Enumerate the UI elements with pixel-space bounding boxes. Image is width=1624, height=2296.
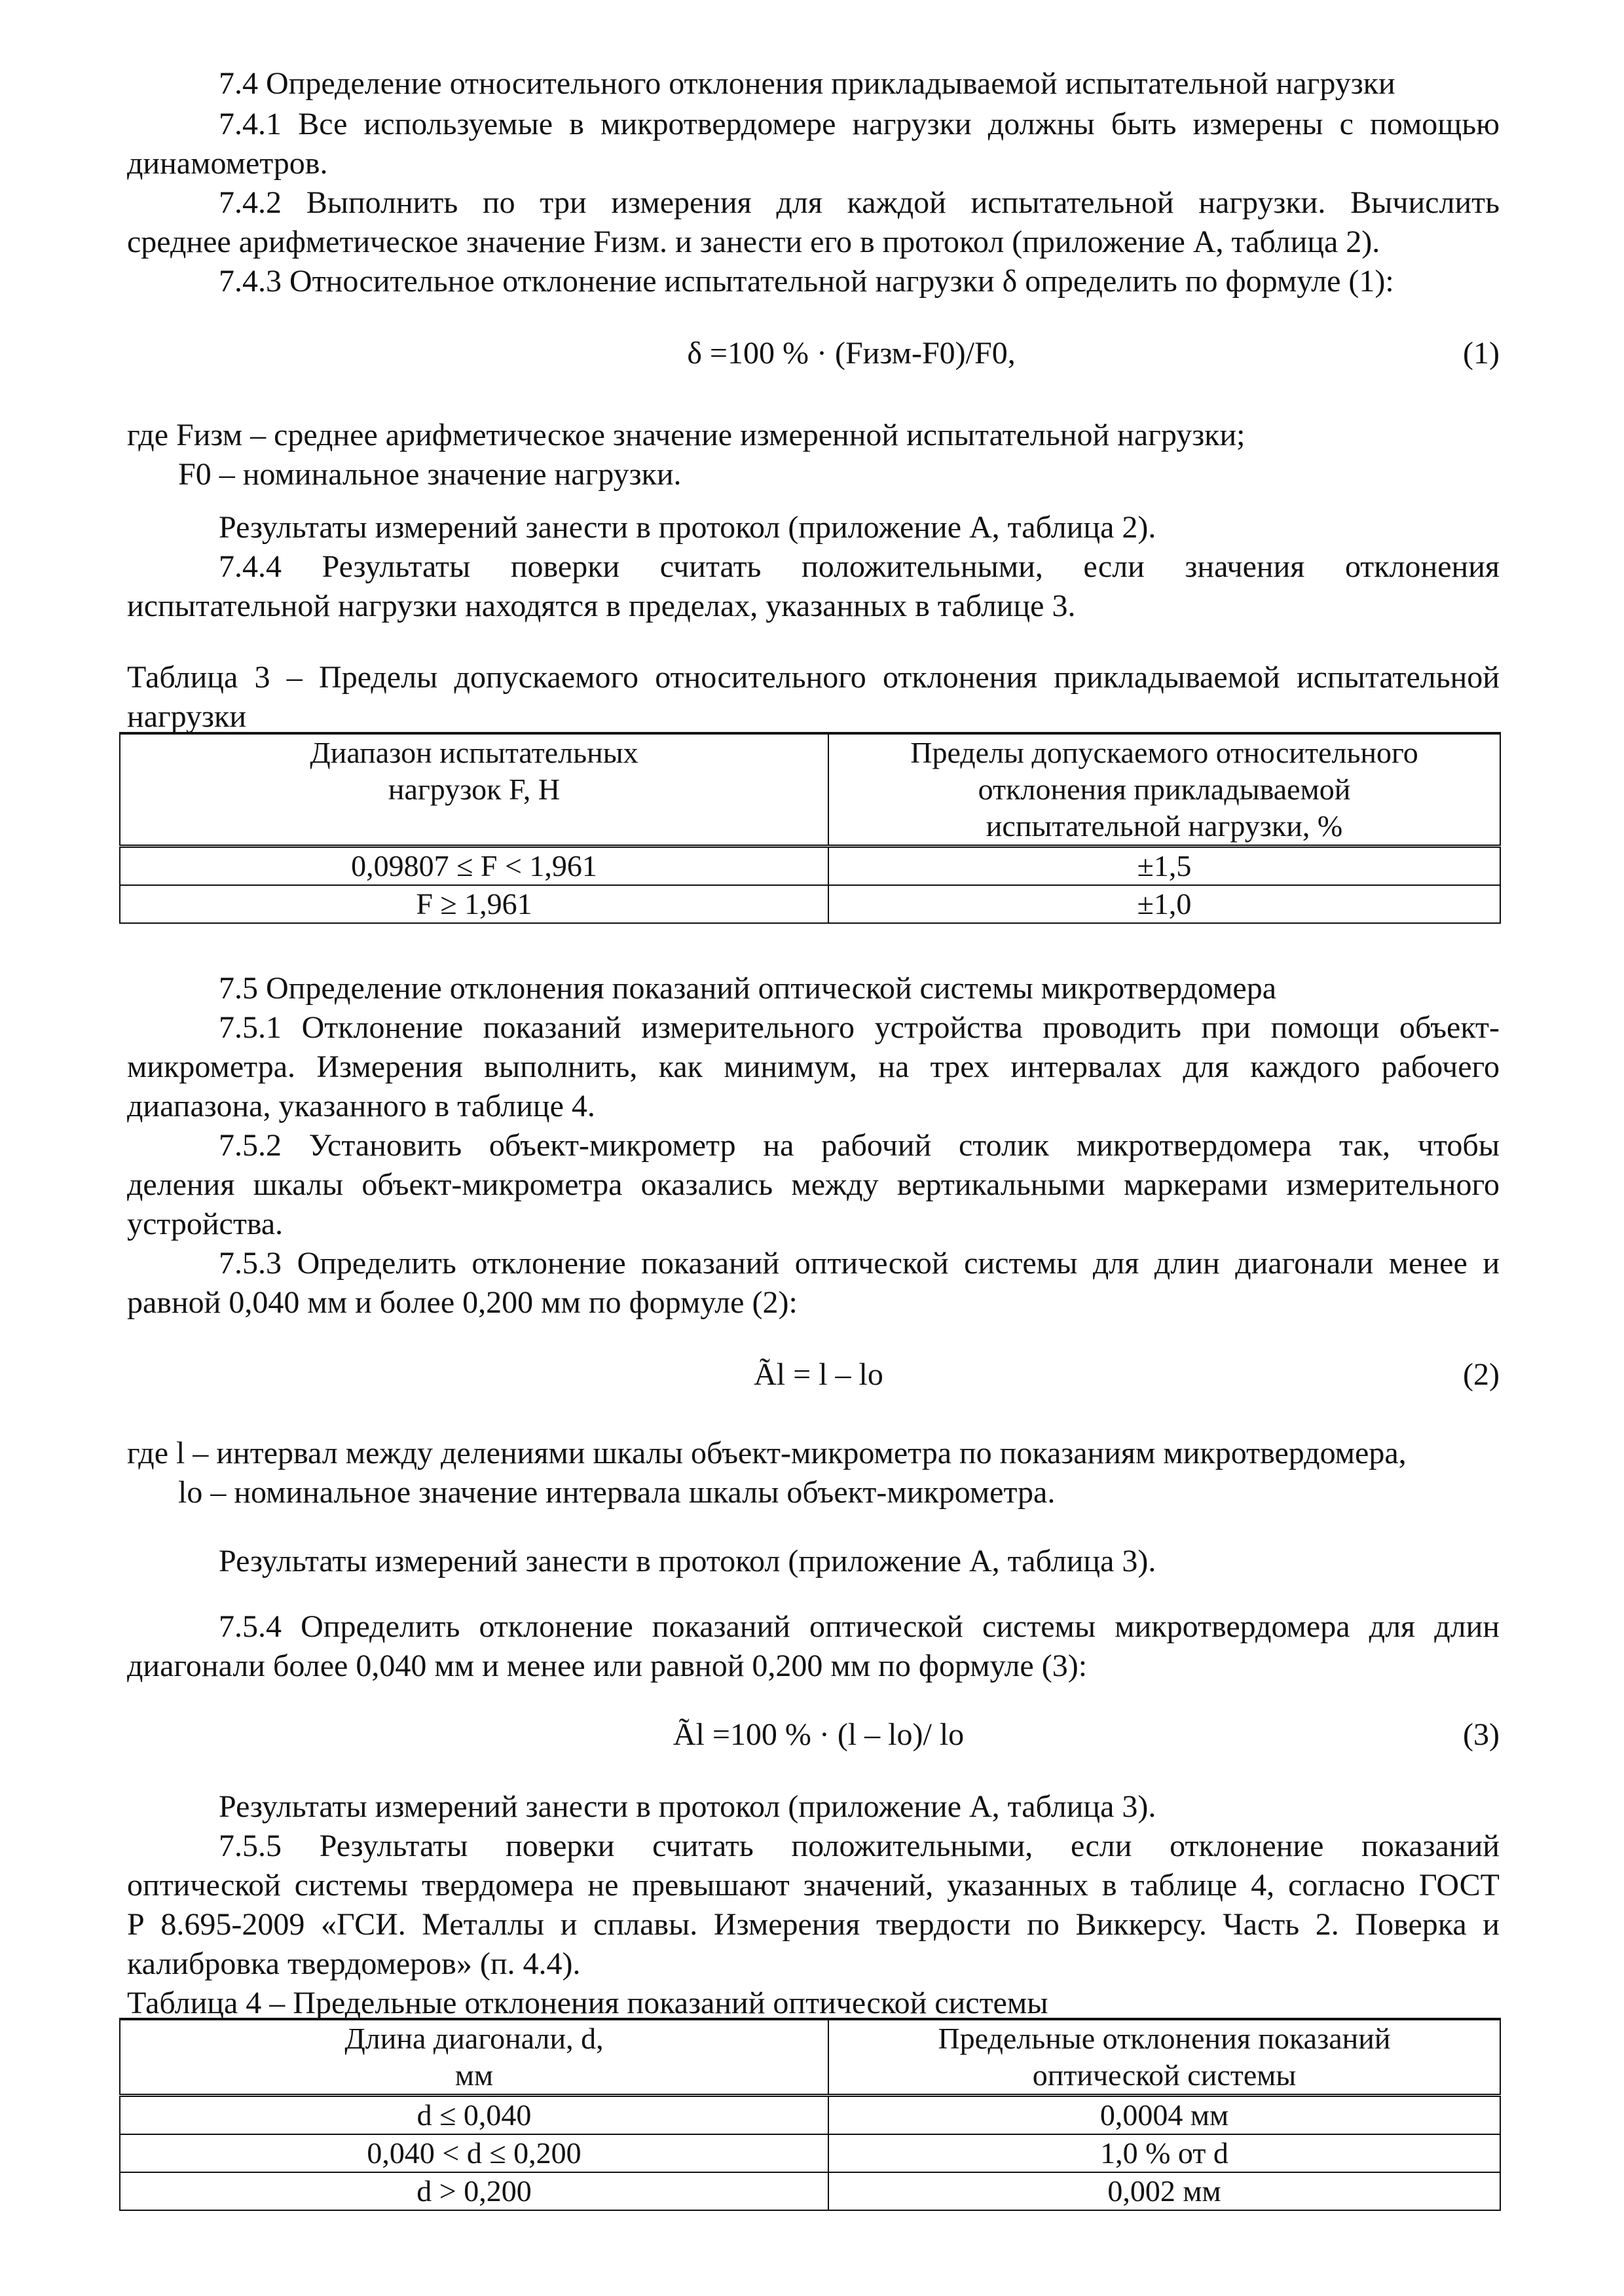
para-7-5-3-line2: равной 0,040 мм и более 0,200 мм по формуле (2):: [127, 1285, 798, 1320]
table3-cell: F ≥ 1,961: [120, 885, 828, 923]
formula-1-number: (1): [1463, 336, 1500, 371]
table-row: [120, 847, 1500, 886]
table-4: [119, 2018, 1501, 2211]
para-7-4-1-line2: динамометров.: [127, 146, 328, 181]
where-l: где l – интервал между делениями шкалы объект-микрометра по показаниям микротвердомера,: [127, 1436, 1407, 1470]
table3-caption-line1: Таблица 3 – Пределы допускаемого относительного отклонения прикладываемой испытательной: [127, 660, 1500, 695]
where-f-izm: где Fизм – среднее арифметическое значение измеренной испытательной нагрузки;: [127, 418, 1246, 452]
formula-3-number: (3): [1463, 1717, 1500, 1752]
table-row: [120, 2134, 1500, 2172]
formula-2: Ãl = l – lo: [754, 1357, 883, 1392]
para-7-5-1-line1: 7.5.1 Отклонение показаний измерительного устройства проводить при помощи объект-: [219, 1010, 1500, 1045]
table3-cell: ±1,5: [828, 847, 1500, 886]
table-row: [120, 2096, 1500, 2135]
results-table3-b: Результаты измерений занести в протокол (приложение А, таблица 3).: [219, 1789, 1156, 1824]
table4-caption: Таблица 4 – Предельные отклонения показаний оптической системы: [127, 1986, 1048, 2020]
table3-cell: ±1,0: [828, 885, 1500, 923]
results-table2: Результаты измерений занести в протокол (приложение А, таблица 2).: [219, 510, 1156, 545]
table3-header-range: Диапазон испытательных нагрузок F, Н: [120, 733, 828, 847]
para-7-5-5-line3: Р 8.695-2009 «ГСИ. Металлы и сплавы. Измерения твердости по Виккерсу. Часть 2. Поверка и: [127, 1907, 1500, 1942]
para-7-5-5-line4: калибровка твердомеров» (п. 4.4).: [127, 1946, 581, 1981]
para-7-5-5-line2: оптической системы твердомера не превышают значений, указанных в таблице 4, согласно ГОСТ: [127, 1868, 1500, 1903]
table4-header-limits: Предельные отклонения показаний оптической системы: [828, 2019, 1500, 2096]
formula-1: δ =100 % · (Fизм-F0)/F0,: [687, 336, 1016, 371]
para-7-5-3-line1: 7.5.3 Определить отклонение показаний оптической системы для длин диагонали менее и: [219, 1246, 1500, 1281]
table4-cell: 0,002 мм: [828, 2172, 1500, 2210]
para-7-4-4-line1: 7.4.4 Результаты поверки считать положительными, если значения отклонения: [219, 549, 1500, 584]
para-7-5-4-line1: 7.5.4 Определить отклонение показаний оптической системы микротвердомера для длин: [219, 1609, 1500, 1644]
table3-cell: 0,09807 ≤ F < 1,961: [120, 847, 828, 886]
table4-cell: 0,040 < d ≤ 0,200: [120, 2134, 828, 2172]
table-row: [120, 2172, 1500, 2210]
where-lo: lo – номинальное значение интервала шкалы объект-микрометра.: [178, 1475, 1056, 1510]
para-7-4-2-line1: 7.4.2 Выполнить по три измерения для каждой испытательной нагрузки. Вычислить: [219, 185, 1500, 220]
para-7-5-4-line2: диагонали более 0,040 мм и менее или равной 0,200 мм по формуле (3):: [127, 1649, 1088, 1683]
formula-2-number: (2): [1463, 1357, 1500, 1392]
para-7-4-3: 7.4.3 Относительное отклонение испытательной нагрузки δ определить по формуле (1):: [219, 264, 1394, 299]
table3-caption-line2: нагрузки: [127, 699, 247, 734]
formula-3: Ãl =100 % · (l – lo)/ lo: [673, 1717, 965, 1752]
table4-cell: d ≤ 0,040: [120, 2096, 828, 2135]
para-7-5-1-line3: диапазона, указанного в таблице 4.: [127, 1089, 595, 1123]
table3-header-limits: Пределы допускаемого относительного отклонения прикладываемой испытательной нагрузки, %: [828, 733, 1500, 847]
table-3: [119, 732, 1501, 924]
table4-cell: 0,0004 мм: [828, 2096, 1500, 2135]
section-7-5-title: 7.5 Определение отклонения показаний оптической системы микротвердомера: [219, 971, 1277, 1006]
para-7-5-2-line1: 7.5.2 Установить объект-микрометр на рабочий столик микротвердомера так, чтобы: [219, 1128, 1500, 1163]
para-7-4-1-line1: 7.4.1 Все используемые в микротвердомере нагрузки должны быть измерены с помощью: [219, 107, 1500, 141]
section-7-4-title: 7.4 Определение относительного отклонения прикладываемой испытательной нагрузки: [219, 66, 1395, 101]
para-7-5-2-line3: устройства.: [127, 1207, 284, 1241]
results-table3-a: Результаты измерений занести в протокол (приложение А, таблица 3).: [219, 1544, 1156, 1578]
table4-cell: d > 0,200: [120, 2172, 828, 2210]
table4-header-diagonal: Длина диагонали, d, мм: [120, 2019, 828, 2096]
para-7-5-5-line1: 7.5.5 Результаты поверки считать положительными, если отклонение показаний: [219, 1829, 1500, 1863]
para-7-5-2-line2: деления шкалы объект-микрометра оказались между вертикальными маркерами измерительного: [127, 1167, 1500, 1202]
para-7-4-4-line2: испытательной нагрузки находятся в пределах, указанных в таблице 3.: [127, 589, 1076, 623]
where-f0: F0 – номинальное значение нагрузки.: [178, 457, 682, 492]
para-7-4-2-line2: среднее арифметическое значение Fизм. и занести его в протокол (приложение А, таблица 2).: [127, 225, 1380, 259]
table-row: [120, 885, 1500, 923]
table4-cell: 1,0 % от d: [828, 2134, 1500, 2172]
para-7-5-1-line2: микрометра. Измерения выполнить, как минимум, на трех интервалах для каждого рабочего: [127, 1049, 1500, 1084]
